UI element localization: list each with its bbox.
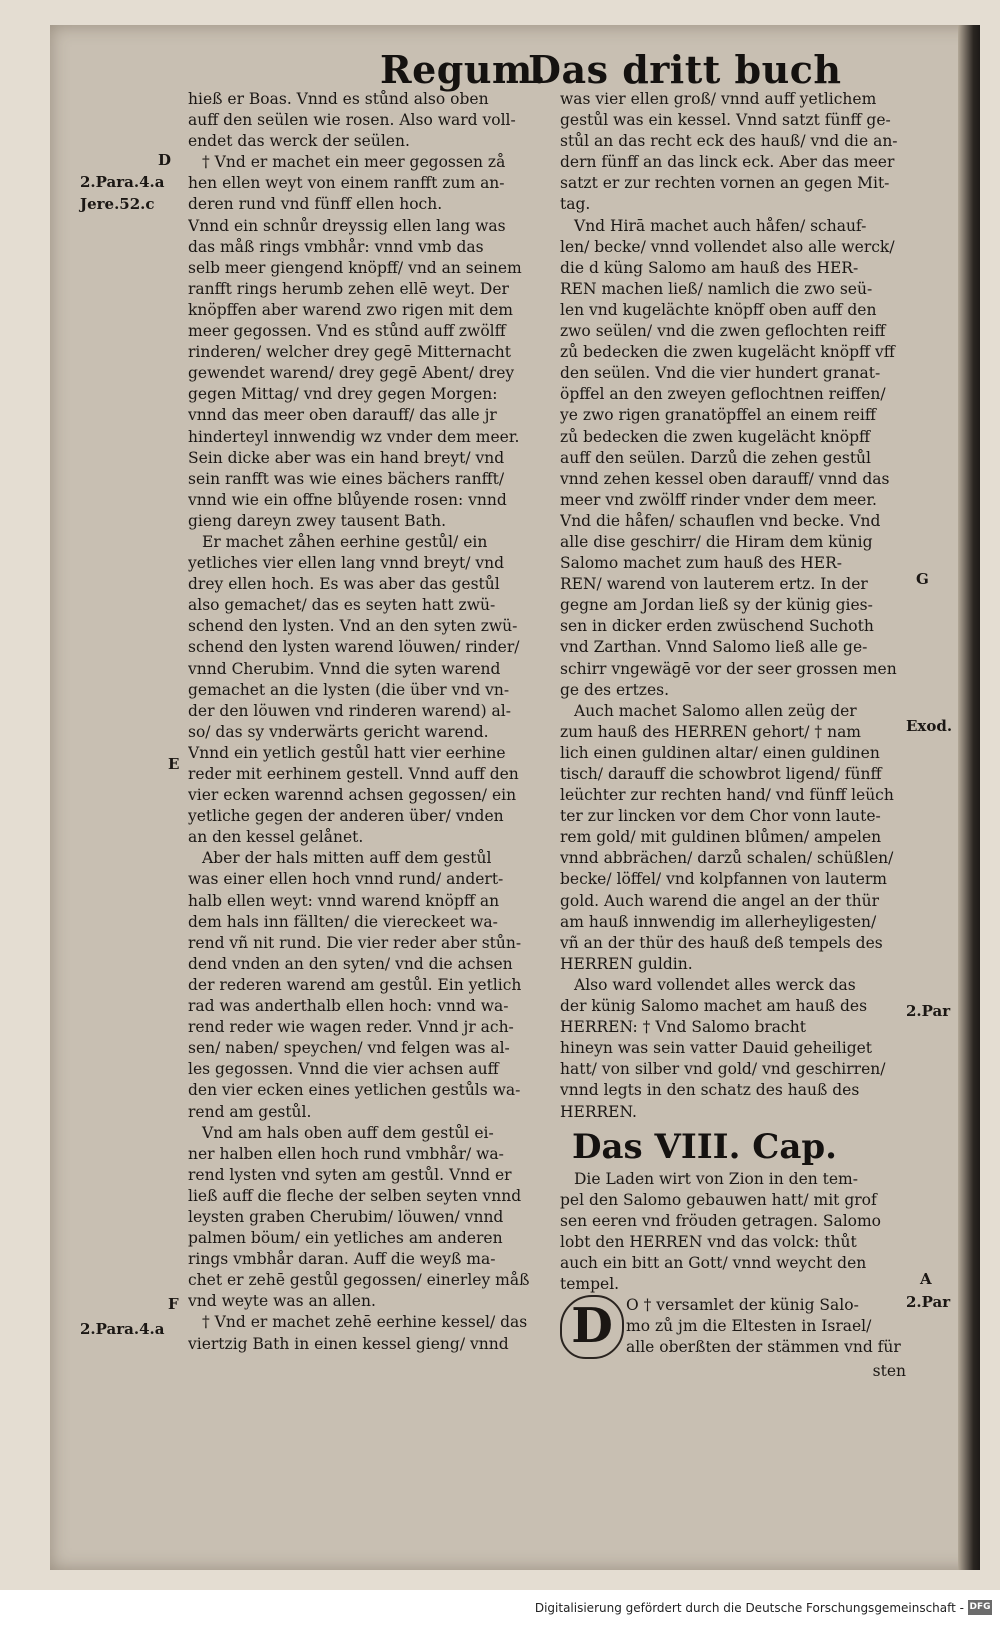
text-line: tempel. bbox=[560, 1275, 620, 1294]
text-line: yetliches vier ellen lang vnnd breyt/ vnd bbox=[188, 554, 505, 573]
text-line: dend vnden an den syten/ vnd die achsen bbox=[188, 954, 513, 973]
text-line: lobt den HERREN vnd das volck: thůt bbox=[560, 1232, 857, 1251]
text-line: der rederen warend am gestůl. Ein yetlich bbox=[188, 975, 522, 994]
margin-ref-par-2: 2.Par bbox=[906, 1293, 951, 1311]
text-line: REN/ warend von lauterem ertz. In der bbox=[560, 575, 868, 594]
text-line: so/ das sy vnderwärts gericht warend. bbox=[188, 722, 489, 741]
text-line: den seülen. Vnd die vier hundert granat- bbox=[560, 364, 881, 383]
text-line: rad was anderthalb ellen hoch: vnnd wa- bbox=[188, 997, 509, 1016]
text-line: auch ein bitt an Gott/ vnnd weycht den bbox=[560, 1253, 867, 1272]
text-line: sen eeren vnd fröuden getragen. Salomo bbox=[560, 1211, 882, 1230]
text-line: rinderen/ welcher drey gegē Mitternacht bbox=[188, 343, 512, 362]
dfg-logo-badge: DFG bbox=[968, 1600, 992, 1615]
margin-letter-a: A bbox=[920, 1270, 932, 1288]
text-line: vñ an der thür des hauß deß tempels des bbox=[560, 933, 883, 952]
text-line: gieng dareyn zwey tausent Bath. bbox=[188, 511, 447, 530]
running-head-right: Das dritt buch bbox=[528, 47, 842, 92]
text-line: hineyn was sein vatter Dauid geheiliget bbox=[560, 1039, 873, 1058]
text-line: Vnd die håfen/ schauflen vnd becke. Vnd bbox=[560, 511, 881, 530]
text-line: hinderteyl innwendig wz vnder dem meer. bbox=[188, 427, 520, 446]
footer-bar bbox=[0, 1590, 1000, 1627]
text-line: Die Laden wirt von Zion in den tem- bbox=[574, 1169, 858, 1188]
text-line: leüchter zur rechten hand/ vnd fünff leüch bbox=[560, 786, 894, 805]
catchword: sten bbox=[872, 1362, 906, 1381]
text-line: sen in dicker erden zwüschend Suchoth bbox=[560, 617, 874, 636]
text-line: zů bedecken die zwen kugelächt knöpff vff bbox=[560, 343, 895, 362]
text-line: viertzig Bath in einen kessel gieng/ vnnd bbox=[188, 1334, 509, 1353]
text-line: ner halben ellen hoch rund vmbhår/ wa- bbox=[188, 1144, 504, 1163]
text-line: meer gegossen. Vnd es stůnd auff zwölff bbox=[188, 322, 506, 341]
text-line: vnnd Cherubim. Vnnd die syten warend bbox=[188, 659, 501, 678]
text-line: auff den seülen wie rosen. Also ward voll- bbox=[188, 111, 516, 130]
text-line: vnnd wie ein offne blůyende rosen: vnnd bbox=[188, 490, 507, 509]
text-line: len vnd kugelächte knöpff oben auff den bbox=[560, 300, 877, 319]
text-line: Vnnd ein schnůr dreyssig ellen lang was bbox=[188, 216, 506, 235]
text-line: halb ellen weyt: vnnd warend knöpff an bbox=[188, 891, 500, 910]
text-line: Sein dicke aber was ein hand breyt/ vnd bbox=[188, 448, 505, 467]
text-line: gestůl was ein kessel. Vnnd satzt fünff ge- bbox=[560, 111, 891, 130]
text-line: Salomo machet zum hauß des HER- bbox=[560, 554, 843, 573]
text-line: Vnd Hirā machet auch håfen/ schauf- bbox=[574, 216, 867, 235]
text-line: hatt/ von silber vnd gold/ vnd geschirren/ bbox=[560, 1060, 886, 1079]
margin-ref-jere: Jere.52.c bbox=[80, 195, 155, 213]
text-line: becke/ löffel/ vnd kolpfannen von lauterm bbox=[560, 870, 887, 889]
text-line: zum hauß des HERREN gehort/ † nam bbox=[560, 722, 862, 741]
text-line: schirr vngewägē vor der seer grossen men bbox=[560, 659, 897, 678]
text-line: rend lysten vnd syten am gestůl. Vnnd er bbox=[188, 1165, 512, 1184]
margin-letter-g: G bbox=[916, 570, 929, 588]
text-line: ranfft rings herumb zehen ellē weyt. Der bbox=[188, 279, 509, 298]
text-line: vnnd abbrächen/ darzů schalen/ schüßlen/ bbox=[560, 849, 894, 868]
text-line: vier ecken warennd achsen gegossen/ ein bbox=[188, 786, 517, 805]
text-line: der künig Salomo machet am hauß des bbox=[560, 997, 868, 1016]
text-line: dern fünff an das linck eck. Aber das meer bbox=[560, 153, 895, 172]
text-line: hieß er Boas. Vnnd es stůnd also oben bbox=[188, 90, 489, 108]
text-line: gewendet warend/ drey gegē Abent/ drey bbox=[188, 364, 515, 383]
text-line: den vier ecken eines yetlichen gestůls wa- bbox=[188, 1081, 521, 1100]
margin-letter-e: E bbox=[168, 755, 180, 773]
text-line: zů bedecken die zwen kugelächt knöpff bbox=[560, 427, 871, 446]
text-line: was einer ellen hoch vnnd rund/ andert- bbox=[188, 870, 504, 889]
text-line: tag. bbox=[560, 195, 591, 214]
text-line: rem gold/ mit guldinen blůmen/ ampelen bbox=[560, 828, 882, 847]
initial-lines bbox=[626, 1295, 901, 1358]
text-line: alle oberßten der stämmen vnd für bbox=[626, 1338, 901, 1357]
text-line: † Vnd er machet ein meer gegossen zå bbox=[202, 153, 506, 172]
margin-ref-para: 2.Para.4.a bbox=[80, 173, 165, 191]
text-line: Auch machet Salomo allen zeüg der bbox=[574, 701, 857, 720]
text-line: drey ellen hoch. Es was aber das gestůl bbox=[188, 575, 500, 594]
text-line: gegen Mittag/ vnd drey gegen Morgen: bbox=[188, 385, 498, 404]
text-line: gegne am Jordan ließ sy der künig gies- bbox=[560, 596, 873, 615]
decorated-initial: D bbox=[560, 1295, 624, 1359]
text-line: satzt er zur rechten vornen an gegen Mit- bbox=[560, 174, 890, 193]
text-line: die d küng Salomo am hauß des HER- bbox=[560, 258, 859, 277]
text-line: das måß rings vmbhår: vnnd vmb das bbox=[188, 237, 484, 256]
text-line: vnd Zarthan. Vnnd Salomo ließ alle ge- bbox=[560, 638, 868, 657]
text-line: Vnnd ein yetlich gestůl hatt vier eerhine bbox=[188, 743, 506, 762]
text-line: auff den seülen. Darzů die zehen gestůl bbox=[560, 448, 871, 467]
text-line: gold. Auch warend die angel an der thür bbox=[560, 891, 880, 910]
text-line: schend den lysten warend löuwen/ rinder/ bbox=[188, 638, 520, 657]
chapter-summary bbox=[560, 1169, 908, 1296]
funding-credit: Digitalisierung gefördert durch die Deutsche Forschungsgemeinschaft - bbox=[534, 1601, 964, 1615]
text-line: was vier ellen groß/ vnnd auff yetlichem bbox=[560, 90, 877, 108]
margin-letter-d: D bbox=[158, 151, 172, 169]
text-line: REN machen ließ/ namlich die zwo seü- bbox=[560, 279, 873, 298]
text-line: ter zur lincken vor dem Chor vonn laute- bbox=[560, 807, 881, 826]
text-line: Aber der hals mitten auff dem gestůl bbox=[202, 849, 492, 868]
text-line: yetliche gegen der anderen über/ vnden bbox=[188, 807, 504, 826]
text-line: HERREN: † Vnd Salomo bracht bbox=[560, 1018, 806, 1037]
scanned-book-page bbox=[50, 25, 980, 1570]
text-line: am hauß innwendig im allerheyligesten/ bbox=[560, 912, 877, 931]
text-line: gemachet an die lysten (die über vnd vn- bbox=[188, 680, 510, 699]
text-line: chet er zehē gestůl gegossen/ einerley måß bbox=[188, 1271, 530, 1290]
text-line: vnnd zehen kessel oben darauff/ vnnd das bbox=[560, 469, 890, 488]
text-line: selb meer giengend knöpff/ vnd an seinem bbox=[188, 258, 522, 277]
text-line: mo zů jm die Eltesten in Israel/ bbox=[626, 1317, 872, 1336]
text-line: meer vnd zwölff rinder vnder dem meer. bbox=[560, 490, 877, 509]
text-line: Also ward vollendet alles werck das bbox=[574, 975, 856, 994]
text-line: also gemachet/ das es seyten hatt zwü- bbox=[188, 596, 496, 615]
text-line: rings vmbhår daran. Auff die weyß ma- bbox=[188, 1250, 496, 1269]
text-line: öpffel an den zweyen geflochtnen reiffen/ bbox=[560, 385, 886, 404]
text-line: O † versamlet der künig Salo- bbox=[626, 1296, 859, 1315]
text-line: rend vñ nit rund. Die vier reder aber stůn- bbox=[188, 933, 522, 952]
text-line: lich einen guldinen altar/ einen guldinen bbox=[560, 743, 880, 762]
text-line: zwo seülen/ vnd die zwen geflochten reiff bbox=[560, 322, 886, 341]
text-line: Er machet zåhen eerhine gestůl/ ein bbox=[202, 532, 488, 551]
text-line: reder mit eerhinem gestell. Vnnd auff den bbox=[188, 765, 519, 783]
text-line: palmen böum/ ein yetliches am anderen bbox=[188, 1229, 503, 1248]
left-text-column bbox=[188, 89, 540, 1355]
chapter-heading: Das VIII. Cap. bbox=[572, 1126, 837, 1167]
text-line: alle dise geschirr/ die Hiram dem künig bbox=[560, 532, 873, 551]
text-line: les gegossen. Vnnd die vier achsen auff bbox=[188, 1060, 499, 1079]
margin-letter-f: F bbox=[168, 1295, 179, 1313]
margin-ref-par-1: 2.Par bbox=[906, 1002, 951, 1020]
text-line: leysten graben Cherubim/ löuwen/ vnnd bbox=[188, 1207, 504, 1226]
right-text-column bbox=[560, 89, 908, 1382]
text-line: † Vnd er machet zehē eerhine kessel/ das bbox=[202, 1313, 528, 1332]
text-line: dem hals inn fällten/ die viereckeet wa- bbox=[188, 912, 498, 931]
running-head-left: Regum. bbox=[380, 47, 547, 92]
text-line: tisch/ darauff die schowbrot ligend/ fünff bbox=[560, 765, 882, 783]
text-line: schend den lysten. Vnd an den syten zwü- bbox=[188, 617, 518, 636]
text-line: sen/ naben/ speychen/ vnd felgen was al- bbox=[188, 1039, 510, 1058]
text-line: HERREN. bbox=[560, 1102, 637, 1121]
margin-ref-exod: Exod. bbox=[906, 717, 953, 735]
text-line: sein ranfft was wie eines bächers ranfft/ bbox=[188, 469, 505, 488]
text-line: der den löuwen vnd rinderen warend) al- bbox=[188, 701, 511, 720]
text-line: ye zwo rigen granatöpffel an einem reiff bbox=[560, 406, 876, 425]
text-line: hen ellen weyt von einem ranfft zum an- bbox=[188, 174, 505, 193]
text-line: an den kessel gelånet. bbox=[188, 828, 364, 847]
text-line: vnnd das meer oben darauff/ das alle jr bbox=[188, 406, 497, 425]
text-line: vnd weyte was an allen. bbox=[188, 1292, 376, 1311]
text-line: pel den Salomo gebauwen hatt/ mit grof bbox=[560, 1190, 877, 1209]
text-line: vnnd legts in den schatz des hauß des bbox=[560, 1081, 860, 1100]
text-line: ließ auff die fleche der selben seyten vnnd bbox=[188, 1186, 522, 1205]
margin-ref-para-2: 2.Para.4.a bbox=[80, 1320, 165, 1338]
chapter-opening bbox=[560, 1295, 908, 1361]
text-line: rend am gestůl. bbox=[188, 1102, 312, 1121]
text-line: stůl an das recht eck des hauß/ vnd die an- bbox=[560, 132, 898, 151]
text-line: knöpffen aber warend zwo rigen mit dem bbox=[188, 300, 513, 319]
right-column-lines bbox=[560, 89, 908, 1123]
text-line: ge des ertzes. bbox=[560, 680, 670, 699]
text-line: len/ becke/ vnnd vollendet also alle werck/ bbox=[560, 237, 895, 256]
text-line: HERREN guldin. bbox=[560, 954, 693, 973]
text-line: endet das werck der seülen. bbox=[188, 132, 410, 151]
text-line: deren rund vnd fünff ellen hoch. bbox=[188, 195, 443, 214]
text-line: Vnd am hals oben auff dem gestůl ei- bbox=[202, 1123, 494, 1142]
text-line: rend reder wie wagen reder. Vnnd jr ach- bbox=[188, 1018, 514, 1037]
book-spine bbox=[958, 25, 980, 1570]
